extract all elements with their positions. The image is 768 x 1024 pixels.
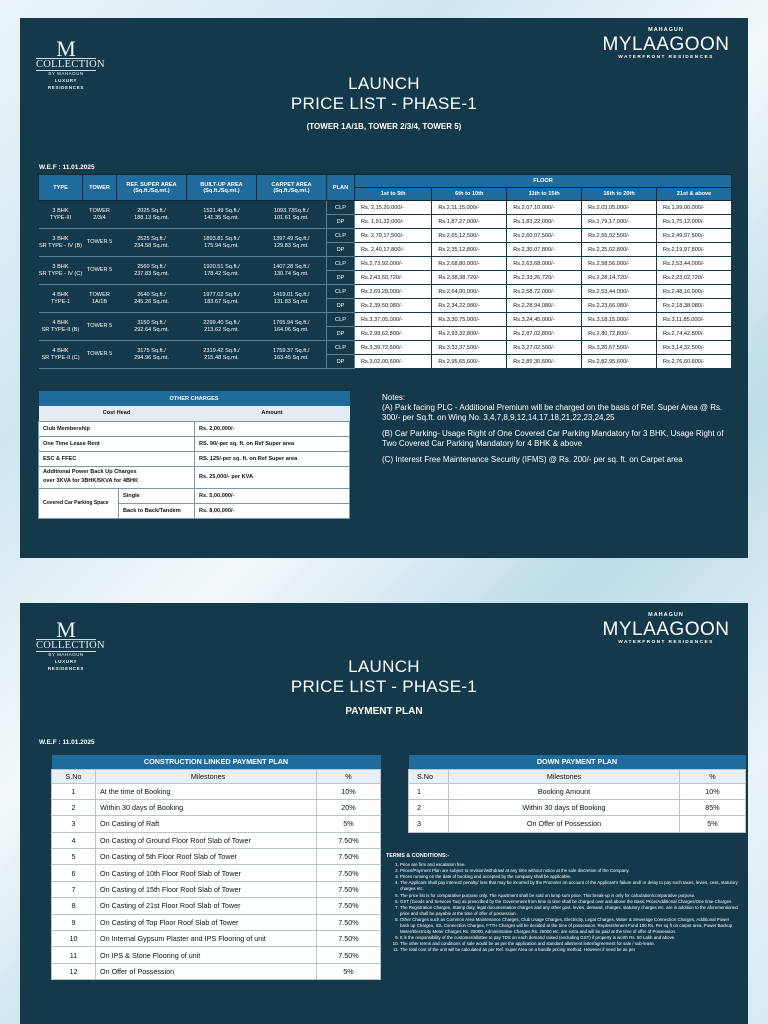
term-item: 3. Prices running on the date of booking and accepted by the company shall be applicable. (400, 874, 738, 880)
row-sno: 6 (52, 865, 96, 881)
unit-carpet: 1093.73Sq.ft./ 101.61 Sq.mt. (257, 201, 327, 229)
price-cell: Rs.3,18,15,000/- (582, 313, 657, 327)
unit-type: 3 BHK TYPE-III (39, 201, 83, 229)
term-item: 7. The Registration Charges, Stamp duty, legal documentation charges and any other govt. levies, demand, charges, statutory charges etc. are in addition to the aforementioned price and shall be payable at the time of offer of possession. (400, 905, 738, 917)
other-charges-table (38, 391, 350, 519)
row-percent: 5% (317, 816, 381, 832)
term-item: 6. GST (Goods and Services Tax) as prescribed by the Government from time to time shall be charged over and above the Basic Price/Additional Charges/One time Charges. (400, 899, 738, 905)
title-towers: (TOWER 1A/1B, TOWER 2/3/4, TOWER 5) (306, 122, 462, 131)
th-built-area: BUILT-UP AREA (Sq.ft./Sq.mt.) (187, 175, 257, 201)
row-milestone: Within 30 days of Booking (449, 799, 680, 815)
unit-type: 3 BHK SR TYPE - IV (B) (39, 229, 83, 257)
note-c: (C) Interest Free Maintenance Security (IFMS) @ Rs. 200/- per sq. ft. on Carpet area (382, 455, 683, 464)
unit-tower: TOWER 5 (83, 257, 117, 285)
row-percent: 7.50% (317, 832, 381, 848)
price-cell: Rs.2,07,10,000/- (507, 201, 582, 215)
logo-collection: COLLECTION (36, 640, 105, 651)
plan-label: DP (327, 271, 355, 285)
logo-mylaagoon: MYLAAGOON (602, 34, 730, 55)
table-row (39, 229, 732, 243)
unit-tower: TOWER 2/3/4 (83, 201, 117, 229)
charge-head: One Time Lease Rent (39, 436, 195, 451)
table-row (52, 881, 381, 897)
price-cell: Rs.2,68,80,000/- (432, 257, 507, 271)
plan-label: CLP (327, 229, 355, 243)
unit-carpet: 1419.01 Sq.ft./ 131.83 Sq.mt. (257, 285, 327, 313)
row-milestone: On Casting of 21st Floor Roof Slab of Tower (96, 898, 317, 914)
charge-head: Club Membership (39, 421, 195, 436)
price-cell: Rs.3,02,00,600/- (355, 355, 432, 369)
term-item: 11. The total cost of the unit will be calculated as per Ref. Super Area on a bundle pricing method. However if need be as per (400, 947, 738, 953)
table-row (39, 201, 732, 215)
construction-linked-plan-table (51, 755, 381, 980)
table-row (52, 947, 381, 963)
logo-m: M (56, 617, 76, 642)
charge-head: Additional Power Back Up Charges over 3KVA for 3BHK/5KVA for 4BHK (39, 466, 195, 488)
plan-label: CLP (327, 257, 355, 271)
term-item: 5. The price list is for comparative purpose only. The Apartment shall be sold on lump sum price. This break-up is only for calculation/comparative purpose. (400, 893, 738, 899)
row-sno: 4 (52, 832, 96, 848)
parking-head: Covered Car Parking Space (39, 488, 119, 518)
row-sno: 8 (52, 898, 96, 914)
charge-amount: Rs. 25,000/- per KVA (195, 466, 350, 488)
dp-title: DOWN PAYMENT PLAN (409, 755, 746, 769)
table-row (52, 816, 381, 832)
th-floor: FLOOR (355, 175, 732, 188)
charge-head: ESC & FFEC (39, 451, 195, 466)
notes-heading: Notes: (382, 393, 406, 402)
price-cell: Rs.2,28,94,080/- (507, 299, 582, 313)
price-cell: Rs.2,43,50,720/- (355, 271, 432, 285)
row-sno: 1 (409, 783, 449, 799)
row-milestone: On IPS & Stone Flooring of unit (96, 947, 317, 963)
price-cell: Rs.2,34,22,080/- (432, 299, 507, 313)
th-milestones: Milestones (449, 769, 680, 783)
unit-carpet: 1407.28 Sq.ft./ 130.74 Sq.mt. (257, 257, 327, 285)
row-percent: 7.50% (317, 931, 381, 947)
row-sno: 3 (52, 816, 96, 832)
parking-amount: Rs. 5,00,000/- (195, 488, 350, 503)
plan-label: DP (327, 215, 355, 229)
wef-date: W.E.F : 11.01.2025 (39, 739, 95, 746)
plan-label: DP (327, 355, 355, 369)
th-carpet-area: CARPET AREA (Sq.ft./Sq.mt.) (257, 175, 327, 201)
table-row (52, 865, 381, 881)
logo-mahagun: MAHAGUN (648, 27, 684, 33)
price-cell: Rs.2,93,32,800/- (432, 327, 507, 341)
title-launch: LAUNCH (348, 657, 420, 676)
table-row (52, 849, 381, 865)
unit-tower: TOWER 5 (83, 313, 117, 341)
price-cell: Rs.1,87,27,000/- (432, 215, 507, 229)
price-cell: Rs.2,58,56,000/- (582, 257, 657, 271)
price-cell: Rs.2,58,72,000/- (507, 285, 582, 299)
unit-ref: 2560 Sq.ft./ 237.83 Sq.mt. (117, 257, 187, 285)
row-milestone: Booking Amount (449, 783, 680, 799)
th-floor-range: 16th to 20th (582, 188, 657, 201)
wef-date: W.E.F : 11.01.2025 (39, 164, 95, 171)
unit-built: 1977.02 Sq.ft./ 183.67 Sq.mt. (187, 285, 257, 313)
row-milestone: On Offer of Possession (449, 816, 680, 832)
unit-type: 4 BHK SR TYPE-II (B) (39, 313, 83, 341)
price-cell: Rs.2,49,97,500/- (657, 229, 732, 243)
term-item: 1. Price are firm and escalation free. (400, 862, 738, 868)
charge-amount: Rs. 2,00,000/- (195, 421, 350, 436)
logo-by: BY MAHAGUN (48, 652, 84, 657)
price-cell: Rs.2,33,26,720/- (507, 271, 582, 285)
row-sno: 1 (52, 783, 96, 799)
price-cell: Rs.2,99,62,800/- (355, 327, 432, 341)
unit-built: 1521.49 Sq.ft./ 141.35 Sq.mt. (187, 201, 257, 229)
table-row (52, 898, 381, 914)
th-percent: % (317, 769, 381, 783)
charge-amount: RS. 125/-per sq. ft. on Ref Super area (195, 451, 350, 466)
clp-title: CONSTRUCTION LINKED PAYMENT PLAN (52, 755, 381, 769)
logo-collection: COLLECTION (36, 59, 105, 70)
plan-label: CLP (327, 341, 355, 355)
price-cell: Rs.2,55,02,500/- (582, 229, 657, 243)
row-percent: 7.50% (317, 849, 381, 865)
table-row (52, 832, 381, 848)
price-cell: Rs.1,99,00,000/- (657, 201, 732, 215)
price-cell: Rs.2,74,42,800/- (657, 327, 732, 341)
price-cell: Rs.1,75,12,000/- (657, 215, 732, 229)
price-cell: Rs.2,95,65,600/- (432, 355, 507, 369)
unit-tower: TOWER 1A/1B (83, 285, 117, 313)
row-sno: 10 (52, 931, 96, 947)
unit-carpet: 1397.49 Sq.ft./ 129.83 Sq.mt. (257, 229, 327, 257)
price-cell: Rs.3,27,02,500/- (507, 341, 582, 355)
unit-carpet: 1765.94 Sq.ft./ 164.06 Sq.mt. (257, 313, 327, 341)
price-cell: Rs.2,23,02,720/- (657, 271, 732, 285)
price-cell: Rs.2,80,72,800/- (582, 327, 657, 341)
logo-mylaagoon: MYLAAGOON (602, 619, 730, 640)
table-row (409, 783, 746, 799)
price-cell: Rs.2,87,02,800/- (507, 327, 582, 341)
th-plan: PLAN (327, 175, 355, 201)
table-row (52, 963, 381, 979)
th-ref-area: REF. SUPER AREA (Sq.ft./Sq.mt.) (117, 175, 187, 201)
th-sno: S.No (52, 769, 96, 783)
row-milestone: On Offer of Possession (96, 963, 317, 979)
plan-label: DP (327, 327, 355, 341)
price-cell: Rs. 2,40,17,800/- (355, 243, 432, 257)
unit-ref: 2025 Sq.ft./ 188.13 Sq.mt. (117, 201, 187, 229)
row-percent: 20% (317, 799, 381, 815)
price-cell: Rs.2,63,68,000/- (507, 257, 582, 271)
price-cell: Rs.2,64,00,000/- (432, 285, 507, 299)
price-cell: Rs.2,35,12,800/- (432, 243, 507, 257)
row-sno: 9 (52, 914, 96, 930)
price-cell: Rs.2,65,12,500/- (432, 229, 507, 243)
row-milestone: On Casting of Top Floor Roof Slab of Tower (96, 914, 317, 930)
parking-sub: Back to Back/Tandem (119, 503, 195, 518)
row-sno: 7 (52, 881, 96, 897)
logo-m: M (56, 36, 76, 61)
row-milestone: On Casting of Ground Floor Roof Slab of Tower (96, 832, 317, 848)
unit-tower: TOWER 5 (83, 341, 117, 369)
price-cell: Rs.3,37,05,000/- (355, 313, 432, 327)
plan-label: DP (327, 243, 355, 257)
unit-ref: 3175 Sq.ft./ 294.96 Sq.mt. (117, 341, 187, 369)
table-row (409, 816, 746, 832)
price-cell: Rs.3,33,37,500/- (432, 341, 507, 355)
title-payment-plan: PAYMENT PLAN (345, 706, 423, 717)
unit-ref: 3150 Sq.ft./ 292.64 Sq.mt. (117, 313, 187, 341)
row-percent: 7.50% (317, 898, 381, 914)
terms-heading: TERMS & CONDITIONS:- (386, 853, 450, 859)
title-price-list: PRICE LIST - PHASE-1 (290, 94, 478, 113)
page-title (20, 74, 748, 134)
price-cell: Rs. 2,15,20,000/- (355, 201, 432, 215)
price-list-panel (20, 18, 748, 558)
th-milestones: Milestones (96, 769, 317, 783)
th-floor-range: 11th to 15th (507, 188, 582, 201)
plan-label: CLP (327, 201, 355, 215)
row-sno: 2 (52, 799, 96, 815)
unit-carpet: 1759.37 Sq.ft./ 163.45 Sq.mt. (257, 341, 327, 369)
row-sno: 11 (52, 947, 96, 963)
parking-amount: Rs. 8,00,000/- (195, 503, 350, 518)
plan-label: CLP (327, 313, 355, 327)
unit-built: 1893.81 Sq.ft./ 175.94 Sq.mt. (187, 229, 257, 257)
logo-tagline: LUXURY RESIDENCES (47, 659, 85, 671)
price-cell: Rs.3,14,32,500/- (657, 341, 732, 355)
payment-plan-panel (20, 603, 748, 1024)
unit-built: 1920.51 Sq.ft./ 178.42 Sq.mt. (187, 257, 257, 285)
logo-mahagun: MAHAGUN (648, 612, 684, 618)
mylaagoon-logo (596, 26, 736, 62)
row-percent: 7.50% (317, 881, 381, 897)
row-milestone: On Internal Gypsum Plaster and IPS Flooring of unit (96, 931, 317, 947)
row-percent: 85% (680, 799, 746, 815)
unit-type: 4 BHK SR TYPE-II (C) (39, 341, 83, 369)
plan-label: CLP (327, 285, 355, 299)
table-row (409, 799, 746, 815)
notes (382, 393, 732, 471)
term-item: 8. Other Charges such as Common Area Maintenance Charges, Club Usage Charges, Electricity, Legal Charges, Water & Sewerage Connection Charges, Additional Power back up Charges, IGL Connection Charges, FTTH Charges will be decided at the time of possession. Replenishment Fund 100 Rs. Per sq ft on carpet area, Power Backup Meter/Electricity Meter Charges Rs. 25000, Administrative Charges Rs. 25000 etc. are extra and will be paid at the time of offer of Possession. (400, 917, 738, 935)
price-cell: Rs.2,38,38,720/- (432, 271, 507, 285)
term-item: 4. The Applicant shall pay interest/ penalty/ loss that may be incurred by the Promoter on account of the Applicant's failure and/ or delay to pay such taxes, levies, cess, statutory charges etc. (400, 880, 738, 892)
table-row (52, 931, 381, 947)
price-cell: Rs.2,53,44,000/- (657, 257, 732, 271)
table-row (52, 799, 381, 815)
row-milestone: At the time of Booking (96, 783, 317, 799)
price-cell: Rs.2,76,60,600/- (657, 355, 732, 369)
row-milestone: On Casting of 15th Floor Roof Slab of Tower (96, 881, 317, 897)
plan-label: DP (327, 299, 355, 313)
row-sno: 3 (409, 816, 449, 832)
price-cell: Rs. 1,91,32,000/- (355, 215, 432, 229)
price-cell: Rs.2,39,50,080/- (355, 299, 432, 313)
price-cell: Rs.2,89,30,600/- (507, 355, 582, 369)
row-percent: 7.50% (317, 914, 381, 930)
price-cell: Rs.2,48,16,000/- (657, 285, 732, 299)
th-sno: S.No (409, 769, 449, 783)
terms-conditions (386, 853, 738, 954)
price-cell: Rs.1,83,22,000/- (507, 215, 582, 229)
other-charges-title: OTHER CHARGES (39, 391, 350, 406)
table-row (39, 285, 732, 299)
unit-built: 2299.40 Sq.ft./ 213.62 Sq.mt. (187, 313, 257, 341)
note-b: (B) Car Parking- Usage Right of One Covered Car Parking Mandatory for 3 BHK, Usage Right of Two Covered Car Parking Mandatory for 4 BHK & above (382, 429, 724, 448)
price-cell: Rs.1,79,17,000/- (582, 215, 657, 229)
unit-ref: 2640 Sq.ft./ 245.26 Sq.mt. (117, 285, 187, 313)
price-cell: Rs.3,20,67,500/- (582, 341, 657, 355)
unit-built: 2319.42 Sq.ft./ 215.48 Sq.mt. (187, 341, 257, 369)
price-cell: Rs.2,11,15,000/- (432, 201, 507, 215)
price-cell: Rs.2,23,66,080/- (582, 299, 657, 313)
table-row (39, 257, 732, 271)
price-table (38, 174, 732, 369)
price-cell: Rs.2,19,97,800/- (657, 243, 732, 257)
price-cell: Rs.2,03,05,000/- (582, 201, 657, 215)
unit-ref: 2525 Sq.ft./ 234.58 Sq.mt. (117, 229, 187, 257)
price-cell: Rs.3,39,72,500/- (355, 341, 432, 355)
title-price-list: PRICE LIST - PHASE-1 (290, 677, 478, 696)
th-floor-range: 1st to 5th (355, 188, 432, 201)
down-payment-plan-table (408, 755, 746, 833)
th-cost-head: Cost Head (39, 406, 195, 421)
price-cell: Rs.2,25,02,800/- (582, 243, 657, 257)
price-cell: Rs.2,73,92,000/- (355, 257, 432, 271)
row-milestone: On Casting of Raft (96, 816, 317, 832)
parking-sub: Single (119, 488, 195, 503)
logo-tagline: LUXURY RESIDENCES (47, 78, 85, 90)
price-cell: Rs.2,28,14,720/- (582, 271, 657, 285)
th-floor-range: 6th to 10th (432, 188, 507, 201)
logo-by: BY MAHAGUN (48, 71, 84, 76)
th-floor-range: 21st & above (657, 188, 732, 201)
table-row (39, 313, 732, 327)
row-milestone: Within 30 days of Booking (96, 799, 317, 815)
table-row (39, 341, 732, 355)
charge-amount: RS. 90/-per sq. ft. on Ref Super area (195, 436, 350, 451)
logo-waterfront: WATERFRONT RESIDENCES (618, 55, 714, 60)
term-item: 10. The other terms and conditions of sale would be as per the application and standard allotment letter/agreement for sale / sub-lease. (400, 941, 738, 947)
row-percent: 5% (317, 963, 381, 979)
row-percent: 5% (680, 816, 746, 832)
unit-type: 3 BHK SR TYPE - IV (C) (39, 257, 83, 285)
row-percent: 7.50% (317, 947, 381, 963)
price-cell: Rs.2,82,95,600/- (582, 355, 657, 369)
th-type: TYPE (39, 175, 83, 201)
price-cell: Rs.3,24,45,000/- (507, 313, 582, 327)
note-a: (A) Park facing PLC - Additional Premium will be charged on the basis of Ref. Super Area @ Rs. 300/- per Sq.ft. on Wing No. 3,4,7,8,9,12,14,17,18,21,22,23,24,25 (382, 403, 723, 422)
th-percent: % (680, 769, 746, 783)
unit-type: 4 BHK TYPE-1 (39, 285, 83, 313)
term-item: 9. It is the responsibility of the customer/allottee to pay TDS on each demand raised (excluding GST) if property is worth Rs. 50 Lakh and above. (400, 935, 738, 941)
row-sno: 2 (409, 799, 449, 815)
row-milestone: On Casting of 10th Floor Roof Slab of Tower (96, 865, 317, 881)
unit-tower: TOWER 5 (83, 229, 117, 257)
th-tower: TOWER (83, 175, 117, 201)
table-row (52, 783, 381, 799)
row-percent: 7.50% (317, 865, 381, 881)
price-cell: Rs.3,11,85,000/- (657, 313, 732, 327)
row-milestone: On Casting of 5th Floor Roof Slab of Tower (96, 849, 317, 865)
row-percent: 10% (680, 783, 746, 799)
page-title (20, 657, 748, 719)
price-cell: Rs.2,18,38,080/- (657, 299, 732, 313)
title-launch: LAUNCH (348, 74, 420, 93)
th-amount: Amount (195, 406, 350, 421)
term-item: 2. Prices/Payment Plan are subject to revision/withdrawl at any time without notice at the sole discretion of the Company. (400, 868, 738, 874)
price-cell: Rs.2,69,28,000/- (355, 285, 432, 299)
table-row (52, 914, 381, 930)
row-sno: 12 (52, 963, 96, 979)
row-percent: 10% (317, 783, 381, 799)
price-cell: Rs.2,53,44,000/- (582, 285, 657, 299)
price-cell: Rs.2,60,07,500/- (507, 229, 582, 243)
row-sno: 5 (52, 849, 96, 865)
mylaagoon-logo (596, 611, 736, 647)
price-cell: Rs.2,30,07,800/- (507, 243, 582, 257)
price-cell: Rs. 2,70,17,500/- (355, 229, 432, 243)
price-cell: Rs.3,30,75,000/- (432, 313, 507, 327)
logo-waterfront: WATERFRONT RESIDENCES (618, 640, 714, 645)
